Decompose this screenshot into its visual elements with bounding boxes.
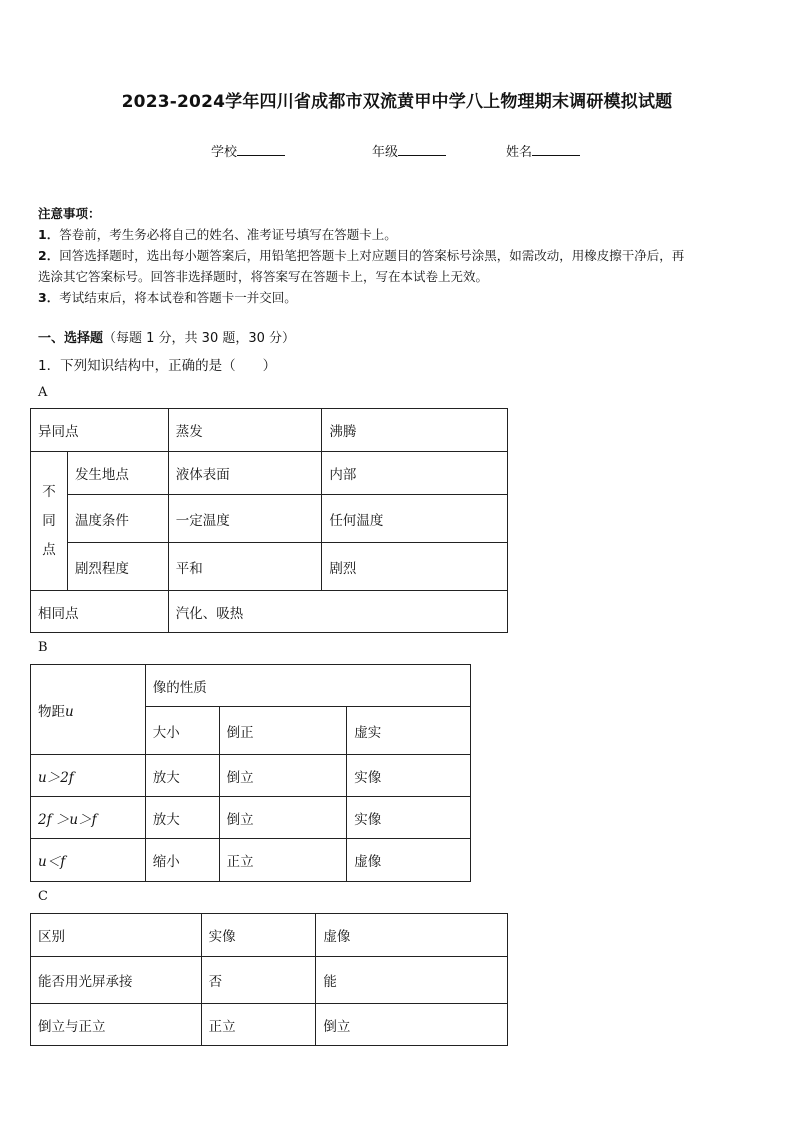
school-label: 学校	[211, 145, 238, 160]
table-cell: 放大	[145, 755, 219, 797]
table-cell: 相同点	[31, 591, 169, 633]
table-cell: 缩小	[145, 839, 219, 882]
table-cell: 汽化、吸热	[168, 591, 507, 633]
name-label: 姓名	[506, 145, 533, 160]
table-cell: 实像	[347, 755, 471, 797]
grade-field[interactable]	[372, 141, 446, 160]
name-blank[interactable]	[532, 143, 580, 156]
table-cell: u＞2f	[31, 755, 146, 797]
table-cell: 正立	[219, 839, 347, 882]
table-cell: 一定温度	[168, 495, 322, 543]
option-c-table	[30, 913, 508, 1046]
option-c-label[interactable]: C	[38, 889, 48, 904]
option-a-label[interactable]: A	[38, 385, 48, 400]
table-cell: 蒸发	[168, 409, 322, 452]
school-blank[interactable]	[237, 143, 285, 156]
option-b-table	[30, 664, 471, 882]
grade-blank[interactable]	[398, 143, 446, 156]
table-cell: 液体表面	[168, 452, 322, 495]
option-a-table	[30, 408, 508, 633]
table-cell: 正立	[201, 1004, 316, 1046]
notice-item: 选涂其它答案标号。回答非选择题时，将答案写在答题卡上，写在本试卷上无效。	[38, 269, 489, 284]
table-cell: 倒立	[316, 1004, 508, 1046]
table-cell: u＜f	[31, 839, 146, 882]
table-cell: 平和	[168, 543, 322, 591]
school-field[interactable]	[211, 141, 285, 160]
group-label: 不 同 点	[31, 452, 68, 591]
grade-label: 年级	[372, 145, 399, 160]
table-cell: 2f ＞u＞f	[31, 797, 146, 839]
table-cell: 放大	[145, 797, 219, 839]
table-cell: 否	[201, 957, 316, 1004]
table-cell: 能	[316, 957, 508, 1004]
notice-heading: 注意事项：	[38, 206, 101, 221]
table-cell: 温度条件	[67, 495, 168, 543]
table-cell: 倒立与正立	[31, 1004, 202, 1046]
table-cell: 沸腾	[322, 409, 508, 452]
table-cell: 剧烈程度	[67, 543, 168, 591]
table-cell: 异同点	[31, 409, 169, 452]
table-cell: 物距u	[31, 665, 146, 755]
table-cell: 倒正	[219, 707, 347, 755]
notice-item: 2．回答选择题时，选出每小题答案后，用铅笔把答题卡上对应题目的答案标号涂黑，如需改动，用橡皮擦干净后，再	[38, 248, 685, 263]
table-cell: 剧烈	[322, 543, 508, 591]
notice-block	[38, 203, 758, 308]
option-b-label[interactable]: B	[38, 640, 48, 655]
notice-item: 1．答卷前，考生务必将自己的姓名、准考证号填写在答题卡上。	[38, 227, 397, 242]
notice-item: 3．考试结束后，将本试卷和答题卡一并交回。	[38, 290, 297, 305]
table-cell: 大小	[145, 707, 219, 755]
table-cell: 实像	[201, 914, 316, 957]
table-cell: 区别	[31, 914, 202, 957]
question-1: 1．下列知识结构中，正确的是（ ）	[38, 358, 277, 374]
section-heading: 一、选择题（每题 1 分，共 30 题，30 分）	[38, 331, 296, 346]
table-cell: 虚像	[347, 839, 471, 882]
table-cell: 倒立	[219, 755, 347, 797]
table-cell: 像的性质	[145, 665, 470, 707]
table-cell: 能否用光屏承接	[31, 957, 202, 1004]
table-cell: 发生地点	[67, 452, 168, 495]
table-cell: 虚实	[347, 707, 471, 755]
exam-title: 2023-2024学年四川省成都市双流黄甲中学八上物理期末调研模拟试题	[121, 92, 673, 112]
table-cell: 任何温度	[322, 495, 508, 543]
table-cell: 虚像	[316, 914, 508, 957]
table-cell: 实像	[347, 797, 471, 839]
name-field[interactable]	[506, 141, 580, 160]
table-cell: 内部	[322, 452, 508, 495]
table-cell: 倒立	[219, 797, 347, 839]
